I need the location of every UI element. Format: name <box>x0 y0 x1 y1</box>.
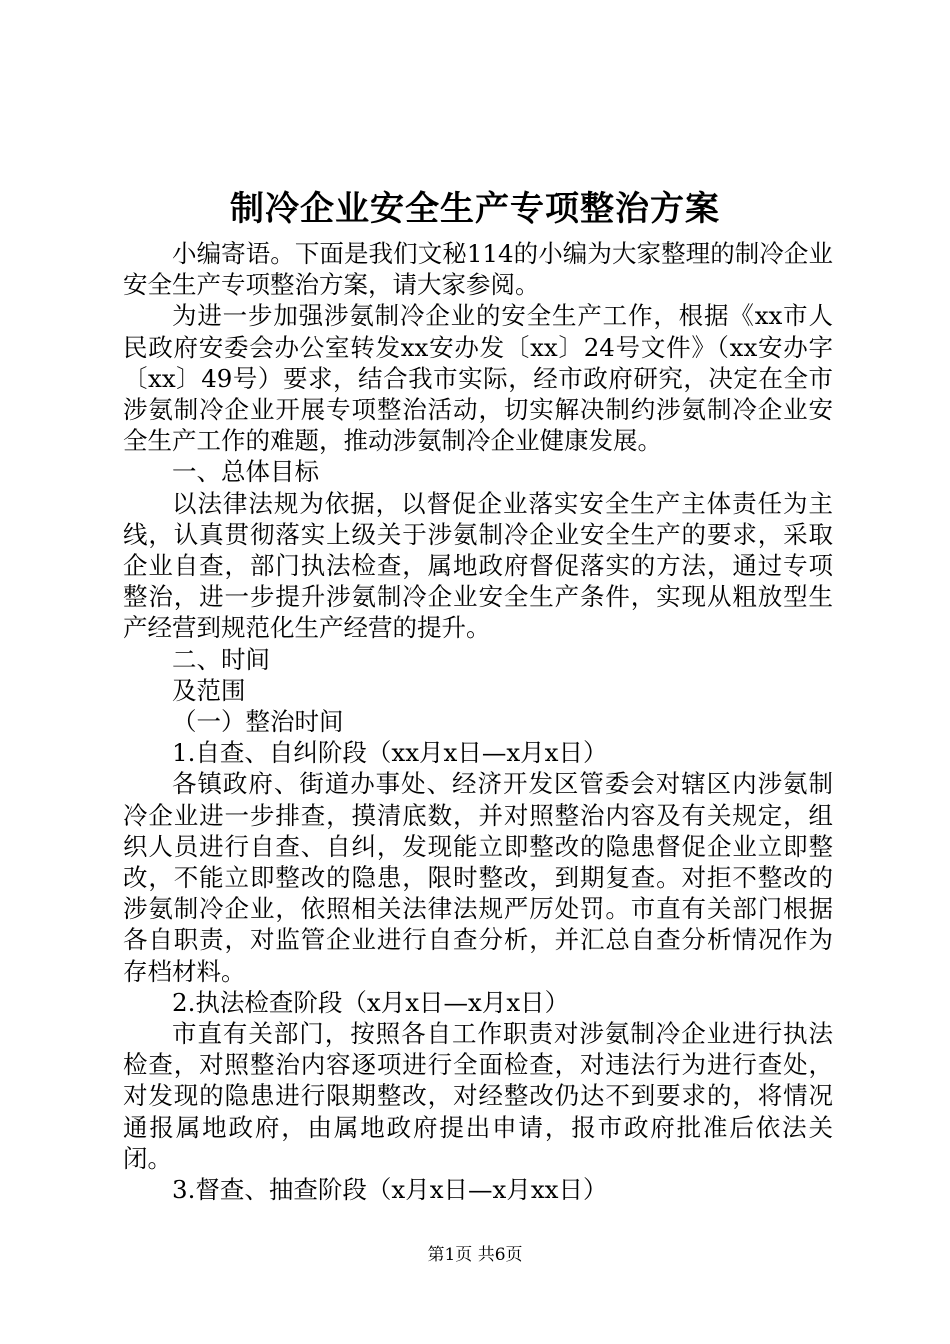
stage-law-enforcement: 2.执法检查阶段（x月x日—x月x日） <box>172 987 570 1017</box>
paragraph-overall-goal: 以法律法规为依据，以督促企业落实安全生产主体责任为主线，认真贯彻落实上级关于涉氨制冷企业安全生产的要求，采取企业自查，部门执法检查，属地政府督促落实的方法，通过专项整治，进一步提升涉氨制冷企业安全生产条件，实现从粗放型生产经营到规范化生产经营的提升。 <box>123 488 833 643</box>
subheading-schedule: （一）整治时间 <box>172 707 344 737</box>
document-title: 制冷企业安全生产专项整治方案 <box>230 189 720 229</box>
paragraph-intro: 小编寄语。下面是我们文秘114的小编为大家整理的制冷企业安全生产专项整治方案，请大家参阅。 <box>123 239 833 300</box>
page-footer: 第1页 共6页 <box>427 1245 523 1265</box>
heading-scope: 及范围 <box>172 675 246 705</box>
heading-overall-goal: 一、总体目标 <box>172 457 319 487</box>
stage-supervision: 3.督查、抽查阶段（x月x日—x月xx日） <box>172 1175 608 1205</box>
paragraph-self-check: 各镇政府、街道办事处、经济开发区管委会对辖区内涉氨制冷企业进一步排查，摸清底数，并对照整治内容及有关规定，组织人员进行自查、自纠，发现能立即整改的隐患督促企业立即整改，不能立即整改的隐患，限时整改，到期复查。对拒不整改的涉氨制冷企业，依照相关法律法规严厉处罚。市直有关部门根据各自职责，对监管企业进行自查分析，并汇总自查分析情况作为存档材料。 <box>123 769 833 986</box>
document-body <box>123 238 833 1205</box>
paragraph-background: 为进一步加强涉氨制冷企业的安全生产工作，根据《xx市人民政府安委会办公室转发xx安办发〔xx〕24号文件》（xx安办字〔xx〕49号）要求，结合我市实际，经市政府研究，决定在全市涉氨制冷企业开展专项整治活动，切实解决制约涉氨制冷企业安全生产工作的难题，推动涉氨制冷企业健康发展。 <box>123 301 833 456</box>
paragraph-law-enforcement: 市直有关部门，按照各自工作职责对涉氨制冷企业进行执法检查，对照整治内容逐项进行全面检查，对违法行为进行查处，对发现的隐患进行限期整改，对经整改仍达不到要求的，将情况通报属地政府，由属地政府提出申请，报市政府批准后依法关闭。 <box>123 1019 833 1173</box>
heading-time: 二、时间 <box>172 644 270 674</box>
stage-self-check: 1.自查、自纠阶段（xx月x日—x月x日） <box>172 738 608 768</box>
